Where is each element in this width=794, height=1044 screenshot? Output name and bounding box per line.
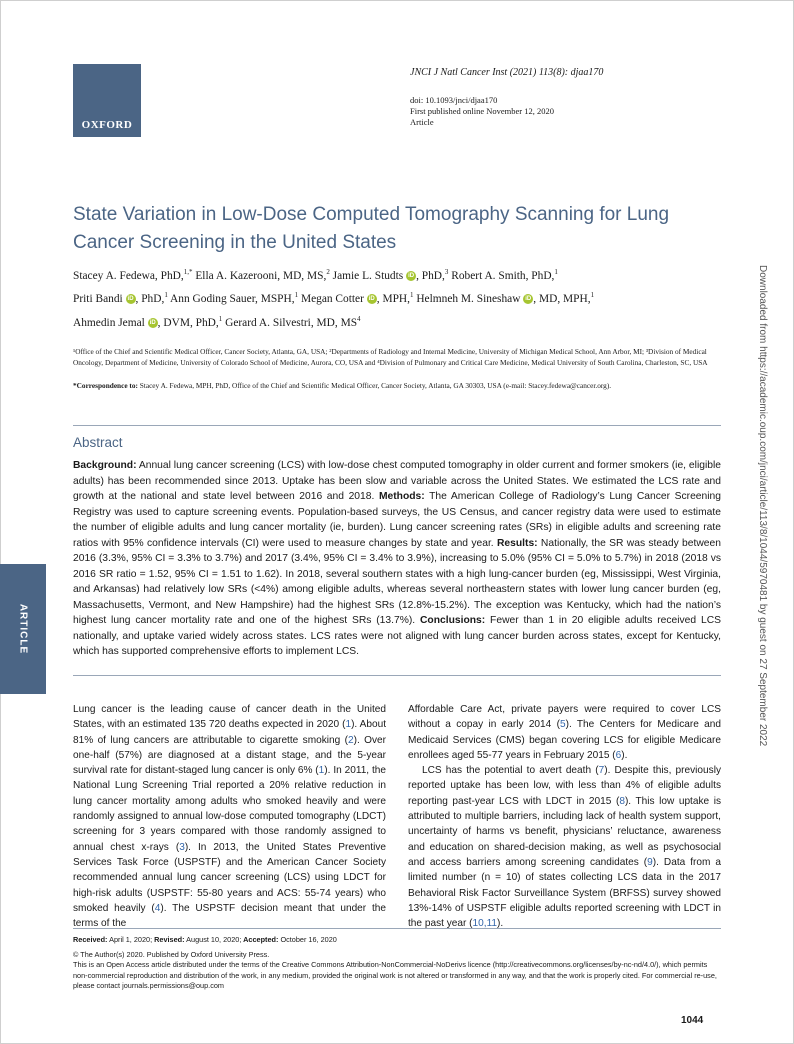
author-name: Ahmedin Jemal bbox=[73, 316, 148, 329]
author-list bbox=[73, 263, 713, 333]
divider bbox=[73, 425, 721, 426]
reference-link[interactable]: 2 bbox=[347, 734, 354, 746]
orcid-icon[interactable]: iD bbox=[149, 319, 156, 326]
author-sup: 1 bbox=[294, 291, 299, 300]
abstract-label: Conclusions: bbox=[415, 615, 486, 626]
paragraph bbox=[408, 763, 721, 931]
affiliations: ¹Office of the Chief and Scientific Medical Officer, Cancer Society, Atlanta, GA, USA; ²Departments of Radiology and Internal Medicine, University of Michigan Medical School, Ann Arbor, MI; ³Division of Medical Oncology, Department of Medicine, University of Colorado School of Medicine, Aurora, CO, USA and ⁴Division of Pulmonary and Critical Care Medicine, Medical University of South Carolina, Charleston, SC, USA bbox=[73, 347, 708, 367]
date-value: October 16, 2020 bbox=[278, 935, 337, 944]
text: ). In 2013, the United States Preventive Services Task Force (USPSTF) and the American Cancer Society recommended annual lung cancer screening (LCS) using LDCT for high-risk adults (USPSTF: 55-80 years and ACS: 55-74 years) who smoked heavily ( bbox=[73, 841, 386, 914]
copyright: © The Author(s) 2020. Published by Oxford University Press. bbox=[73, 949, 270, 959]
author-sup: 1 bbox=[590, 291, 595, 300]
article-type: Article bbox=[410, 117, 434, 127]
reference-link[interactable]: 8 bbox=[619, 795, 625, 807]
logo-text: OXFORD bbox=[81, 119, 133, 131]
paragraph bbox=[408, 702, 721, 763]
author-sup: 1 bbox=[164, 291, 168, 300]
text: ). This low uptake is attributed to multiple barriers, including lack of health system support, uncertainty of harms vs benefit, physicians’ reluctance, awareness and education on shared-decision making, as well as psychosocial and access barriers among screening candidates ( bbox=[408, 795, 721, 868]
article-footer bbox=[73, 935, 721, 992]
article-title: State Variation in Low-Dose Computed Tomography Scanning for Lung Cancer Screening in the United States bbox=[73, 204, 670, 253]
text: ). Despite this, previously reported uptake has been low, with less than 4% of eligible adults reporting past-year LCS with LDCT in 2015 ( bbox=[408, 765, 721, 807]
date-label: Accepted: bbox=[241, 935, 279, 944]
text: ). Data from a limited number (n = 10) of states collecting LCS data in the 2017 Behavioral Risk Factor Surveillance System (BRFSS) survey showed 13%-14% of USPSTF eligible adults reported screening with LDCT in the past year ( bbox=[408, 856, 722, 930]
abstract-label: Background: bbox=[73, 460, 137, 471]
correspondence-text: Stacey A. Fedewa, MPH, PhD, Office of the Chief and Scientific Medical Officer, Cancer Society, Atlanta, GA 30303, USA (e-mail: Stacey.fedewa@cancer.org). bbox=[137, 381, 612, 390]
reference-link[interactable]: 3 bbox=[179, 841, 185, 853]
license-text: This is an Open Access article distributed under the terms of the Creative Commons Attribution-NonCommercial-NoDerivs licence (http://creativecommons.org/licenses/by-nc-nd/4.0/), which permits non-commercial reproduction and distribution of the work, in any medium, provided the original work is not altered or transformed in any way, and that the work is properly cited. For commercial re-use, please contact journals.permissions@oup.com bbox=[73, 960, 717, 990]
divider bbox=[73, 675, 721, 676]
author-sup: 3 bbox=[444, 268, 449, 276]
text: Lung cancer is the leading cause of cancer death in the United States, with an estimated 135 720 deaths expected in 2020 ( bbox=[73, 704, 386, 731]
author-sup: 1 bbox=[554, 268, 558, 276]
reference-link[interactable]: 7 bbox=[598, 765, 605, 777]
author-name: Jamie L. Studts bbox=[329, 269, 407, 282]
author-degree: , PhD, bbox=[135, 293, 165, 306]
abstract-body bbox=[73, 458, 721, 660]
text: ). About 81% of lung cancers are attributable to cigarette smoking ( bbox=[73, 719, 386, 746]
author-name: Gerard A. Silvestri, MD, MS bbox=[222, 316, 358, 329]
paragraph bbox=[73, 702, 386, 931]
abstract-text: Fewer than 1 in 20 eligible adults received LCS nationally, and uptake varied widely across states. LCS rates were not aligned with lung cancer burden across states, except for Kentucky, which has supported comprehensive efforts to implement LCS. bbox=[73, 615, 721, 657]
author-name: Ella A. Kazerooni, MD, MS, bbox=[192, 269, 327, 282]
page-number: 1044 bbox=[681, 1015, 704, 1026]
author-sup: 2 bbox=[326, 268, 330, 276]
orcid-icon[interactable]: iD bbox=[525, 296, 532, 303]
text: ). The USPSTF decision meant that under the terms of the bbox=[73, 902, 386, 930]
text: ). bbox=[621, 749, 628, 761]
correspondence bbox=[73, 380, 718, 391]
text: LCS has the potential to avert death ( bbox=[422, 765, 599, 777]
author-name: Priti Bandi bbox=[73, 293, 126, 306]
reference-link[interactable]: 6 bbox=[615, 749, 622, 761]
abstract-heading: Abstract bbox=[73, 435, 123, 450]
author-sup: 4 bbox=[357, 314, 361, 323]
author-name: Ann Goding Sauer, MSPH, bbox=[167, 293, 295, 306]
reference-link[interactable]: 1 bbox=[318, 765, 325, 777]
abstract-label: Methods: bbox=[374, 491, 425, 502]
reference-link[interactable]: 1 bbox=[345, 719, 352, 731]
author-degree: , PhD, bbox=[416, 269, 445, 282]
orcid-icon[interactable]: iD bbox=[368, 296, 375, 303]
author-degree: , MD, MPH, bbox=[533, 293, 591, 306]
author-degree: , DVM, PhD, bbox=[157, 316, 219, 329]
author-name: Robert A. Smith, PhD, bbox=[448, 269, 555, 282]
body-column-left bbox=[73, 702, 386, 931]
article-side-tab bbox=[0, 564, 46, 694]
date-value: August 10, 2020; bbox=[184, 935, 242, 944]
text: ). The Centers for Medicare and Medicaid Services (CMS) began covering LCS for eligible Medicare enrollees aged 55-77 years in February 2015 ( bbox=[408, 719, 721, 761]
text: Affordable Care Act, private payers were required to cover LCS without a copay in early 2014 ( bbox=[408, 704, 721, 731]
reference-link[interactable]: 5 bbox=[559, 719, 566, 731]
reference-link[interactable]: 10,11 bbox=[472, 918, 498, 930]
abstract-text: Annual lung cancer screening (LCS) with low-dose chest computed tomography in older current and former smokers (ie, eligible adults) has been recommended since 2013. Uptake has been slow and variable across the United States. We estimated the LCS rate and growth at the national and state level between 2016 and 2018. bbox=[73, 460, 721, 502]
author-name: Stacey A. Fedewa, PhD, bbox=[73, 269, 184, 282]
divider bbox=[73, 928, 721, 929]
orcid-icon[interactable]: iD bbox=[127, 296, 134, 303]
author-sup: 1,* bbox=[183, 268, 193, 276]
history-dates bbox=[73, 935, 721, 946]
orcid-icon[interactable]: iD bbox=[408, 273, 415, 280]
date-label: Received: bbox=[73, 935, 108, 944]
author-name: Megan Cotter bbox=[298, 293, 367, 306]
download-watermark: Downloaded from https://academic.oup.com/jnci/article/113/8/1044/5970481 by guest on 27 September 2022 bbox=[757, 265, 768, 747]
journal-citation: JNCI J Natl Cancer Inst (2021) 113(8): djaa170 bbox=[410, 67, 604, 78]
oxford-logo bbox=[73, 64, 141, 137]
text: ). bbox=[497, 918, 504, 930]
article-meta bbox=[410, 95, 554, 128]
correspondence-label: *Correspondence to: bbox=[73, 381, 138, 390]
side-tab-label: ARTICLE bbox=[17, 603, 29, 655]
body-column-right bbox=[408, 702, 721, 931]
text: ). Over one-half (57%) are diagnosed at a distant stage, and the 5-year survival rate for distant-staged lung cancer is only 6% ( bbox=[73, 734, 386, 777]
reference-link[interactable]: 9 bbox=[647, 856, 653, 868]
author-degree: , MPH, bbox=[376, 293, 410, 306]
author-sup: 1 bbox=[218, 314, 223, 323]
reference-link[interactable]: 4 bbox=[154, 902, 161, 914]
author-sup: 1 bbox=[409, 291, 414, 300]
abstract-label: Results: bbox=[493, 537, 538, 549]
abstract-text: The American College of Radiology’s Lung Cancer Screening Registry was used to capture screening events. Population-based surveys, the US Census, and cancer registry data were used to estimate the number of eligible adults and lung cancer mortality (ie, burden). Lung cancer screening rates (SRs) in eligible adults and screening rate ratios with 95% confidence intervals (CI) were used to measure changes by state and year. bbox=[73, 491, 721, 549]
date-label: Revised: bbox=[152, 935, 185, 944]
doi-link[interactable]: doi: 10.1093/jnci/djaa170 bbox=[410, 95, 498, 105]
date-value: April 1, 2020; bbox=[107, 935, 153, 944]
publication-date: First published online November 12, 2020 bbox=[410, 106, 555, 116]
text: ). In 2011, the National Lung Screening Trial reported a 20% relative reduction in lung cancer mortality among adults who smoked heavily and were randomly assigned to annual low-dose computed tomography (LDCT) screening for 3 years compared with those randomly assigned to annual chest x-rays ( bbox=[73, 765, 386, 853]
abstract-text: Nationally, the SR was steady between 2016 (3.3%, 95% CI = 3.3% to 3.7%) and 2017 (3.4%, 95% CI = 3.4% to 3.9%), increasing to 5.0% (95% CI = 5.0% to 5.7%) in 2018 (2018 vs 2016 SR ratio = 1.52, 95% CI = 1.51 to 1.62). In 2018, several southern states with a high lung-cancer burden (eg, Mississippi, West Virginia, and Arkansas) had relatively low SRs (<4%) among eligible adults, whereas several northeastern states with lower lung cancer burden (eg, Massachusetts, Vermont, and New Hampshire) had the highest SRs (12.8%-15.2%). The exception was Kentucky, which had the nation’s highest lung cancer mortality rate and one of the highest SRs (13.7%). bbox=[73, 537, 721, 626]
author-name: Helmneh M. Sineshaw bbox=[413, 293, 524, 306]
